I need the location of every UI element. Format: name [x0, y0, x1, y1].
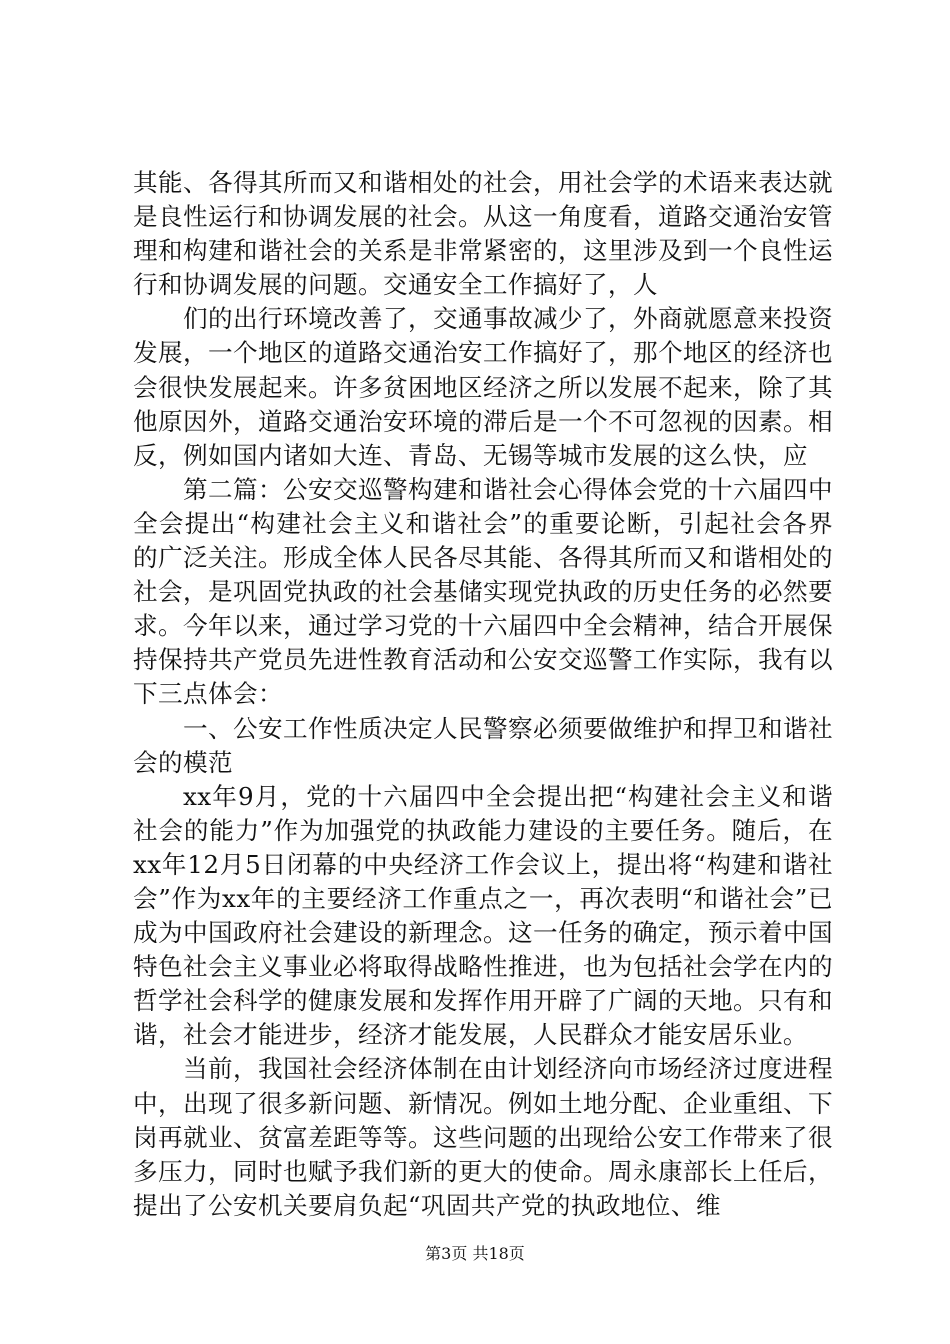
- section-heading-1: 一、公安工作性质决定人民警察必须要做维护和捍卫和谐社会的模范: [133, 713, 833, 777]
- document-body: [133, 166, 833, 1223]
- page-number-footer: 第3页 共18页: [425, 1244, 525, 1263]
- paragraph-2: 们的出行环境改善了，交通事故减少了，外商就愿意来投资发展，一个地区的道路交通治安工作搞好了，那个地区的经济也会很快发展起来。许多贫困地区经济之所以发展不起来，除了其他原因外，道路交通治安环境的滞后是一个不可忽视的因素。相反，例如国内诸如大连、青岛、无锡等城市发展的这么快，应: [133, 304, 833, 470]
- paragraph-1: 其能、各得其所而又和谐相处的社会，用社会学的术语来表达就是良性运行和协调发展的社会。从这一角度看，道路交通治安管理和构建和谐社会的关系是非常紧密的，这里涉及到一个良性运行和协调发展的问题。交通安全工作搞好了，人: [133, 168, 833, 300]
- paragraph-5: 当前，我国社会经济体制在由计划经济向市场经济过度进程中，出现了很多新问题、新情况。例如土地分配、企业重组、下岗再就业、贫富差距等等。这些问题的出现给公安工作带来了很多压力，同时也赋予我们新的更大的使命。周永康部长上任后，提出了公安机关要肩负起“巩固共产党的执政地位、维: [133, 1054, 833, 1220]
- paragraph-3: 第二篇：公安交巡警构建和谐社会心得体会党的十六届四中全会提出“构建社会主义和谐社会”的重要论断，引起社会各界的广泛关注。形成全体人民各尽其能、各得其所而又和谐相处的社会，是巩固党执政的社会基储实现党执政的历史任务的必然要求。今年以来，通过学习党的十六届四中全会精神，结合开展保持保持共产党员先进性教育活动和公安交巡警工作实际，我有以下三点体会：: [133, 474, 833, 709]
- paragraph-4: xx年9月，党的十六届四中全会提出把“构建社会主义和谐社会的能力”作为加强党的执政能力建设的主要任务。随后，在xx年12月5日闭幕的中央经济工作会议上，提出将“构建和谐社会”作为xx年的主要经济工作重点之一，再次表明“和谐社会”已成为中国政府社会建设的新理念。这一任务的确定，预示着中国特色社会主义事业必将取得战略性推进，也为包括社会学在内的哲学社会科学的健康发展和发挥作用开辟了广阔的天地。只有和谐，社会才能进步，经济才能发展，人民群众才能安居乐业。: [133, 781, 833, 1050]
